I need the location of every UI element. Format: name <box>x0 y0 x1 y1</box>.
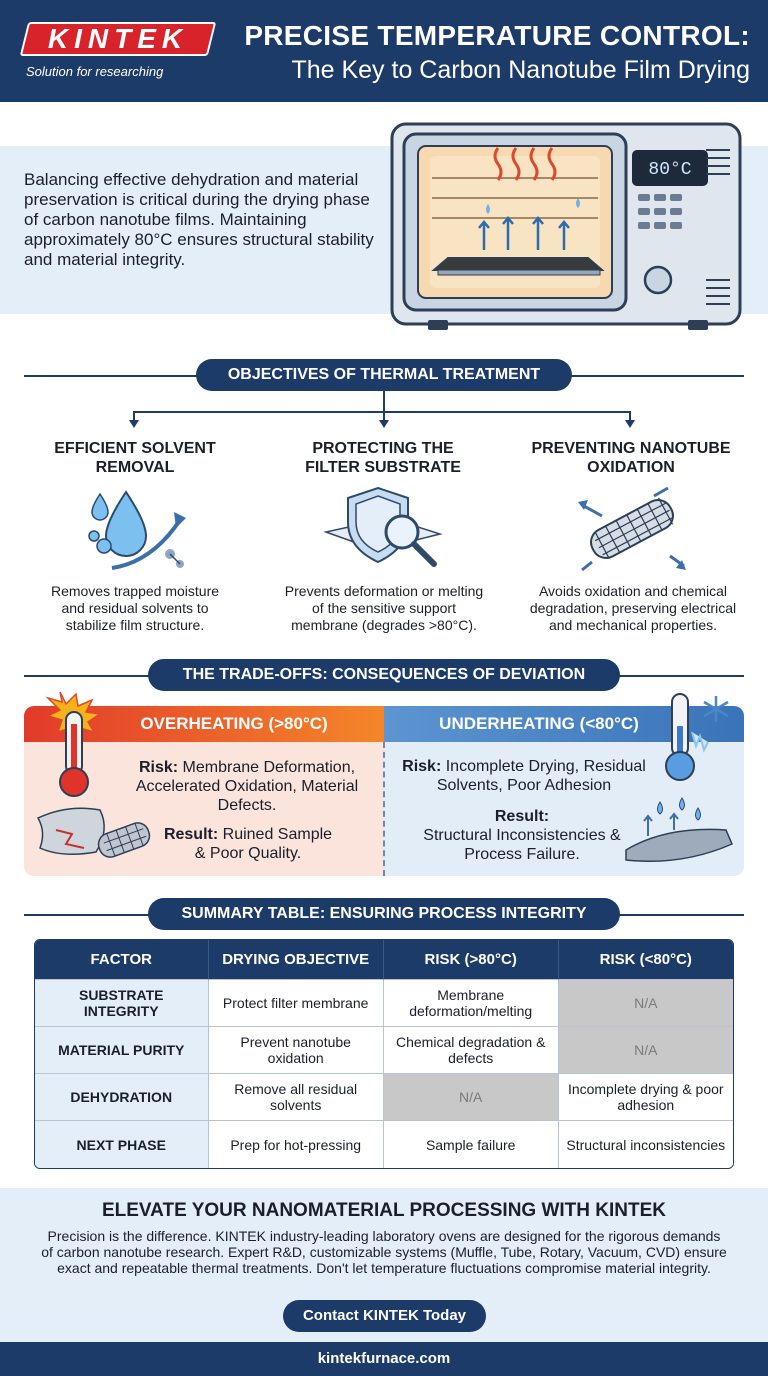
underheating-title: UNDERHEATING (<80°C) <box>439 714 639 733</box>
table-cell: Protect filter membrane <box>209 980 384 1027</box>
footer-url[interactable]: kintekfurnace.com <box>0 1342 768 1376</box>
logo-text: KINTEK <box>47 23 189 54</box>
table-cell: MATERIAL PURITY <box>35 1027 209 1074</box>
column-header: RISK (>80°C) <box>384 940 559 980</box>
table-cell: SUBSTRATE INTEGRITY <box>35 980 209 1027</box>
table-row <box>35 1074 733 1121</box>
column-header: DRYING OBJECTIVE <box>209 940 384 980</box>
table-cell: N/A <box>384 1074 559 1121</box>
underheating-result: Result: Structural Inconsistencies & Process Failure. <box>423 808 621 863</box>
table-cell: N/A <box>559 980 733 1027</box>
water-droplets-icon <box>82 484 192 574</box>
intro-text: Balancing effective dehydration and material preservation is critical during the drying phase of carbon nanotube films. Maintaining approximately 80°C ensures structural stability and material integrity. <box>24 170 374 269</box>
objective-desc-solvent: Removes trapped moisture and residual solvents to stabilize film structure. <box>50 583 220 633</box>
hot-thermometer-icon <box>36 690 116 800</box>
column-header: FACTOR <box>35 940 209 980</box>
table-cell: Chemical degradation & defects <box>384 1027 559 1074</box>
oven-illustration <box>388 120 744 332</box>
tradeoffs-heading: THE TRADE-OFFS: CONSEQUENCES OF DEVIATION <box>148 659 620 691</box>
objectives-connector <box>120 390 650 430</box>
summary-heading: SUMMARY TABLE: ENSURING PROCESS INTEGRITY <box>148 898 620 930</box>
summary-table <box>34 939 734 1169</box>
table-cell: DEHYDRATION <box>35 1074 209 1121</box>
cold-thermometer-icon <box>662 688 742 792</box>
column-header: RISK (<80°C) <box>559 940 733 980</box>
nanotube-icon <box>574 484 690 574</box>
objective-title-substrate: PROTECTING THE FILTER SUBSTRATE <box>305 440 461 476</box>
table-cell: Structural inconsistencies <box>559 1121 733 1168</box>
cta-text: Precision is the difference. KINTEK industry-leading laboratory ovens are designed for the rigorous demands of carbon nanotube research. Expert R&D, customizable systems (Muffle, Tube, Rotary, Vacuum, CVD) ensure exact and repeatable thermal treatments. Don't let temperature fluctuations compromise material integrity. <box>41 1228 727 1276</box>
dashed-divider <box>383 742 385 876</box>
table-row <box>35 980 733 1027</box>
contact-button[interactable]: Contact KINTEK Today <box>283 1300 486 1332</box>
page-subtitle: The Key to Carbon Nanotube Film Drying <box>291 56 750 84</box>
table-row <box>35 1121 733 1168</box>
objective-desc-oxidation: Avoids oxidation and chemical degradation, preserving electrical and mechanical properties. <box>529 583 737 633</box>
underheating-risk: Risk: Incomplete Drying, Residual Solvents, Poor Adhesion <box>402 758 646 794</box>
table-cell: NEXT PHASE <box>35 1121 209 1168</box>
objective-title-oxidation: PREVENTING NANOTUBE OXIDATION <box>531 440 731 476</box>
page-title: PRECISE TEMPERATURE CONTROL: <box>244 20 750 51</box>
objective-title-solvent: EFFICIENT SOLVENT REMOVAL <box>54 440 216 476</box>
objective-desc-substrate: Prevents deformation or melting of the sensitive support membrane (degrades >80°C). <box>284 583 484 633</box>
table-header-row <box>35 940 733 980</box>
shield-magnifier-icon <box>320 484 448 574</box>
table-cell: Prep for hot-pressing <box>209 1121 384 1168</box>
table-cell: N/A <box>559 1027 733 1074</box>
cta-title: ELEVATE YOUR NANOMATERIAL PROCESSING WITH KINTEK <box>101 1200 667 1221</box>
table-cell: Prevent nanotube oxidation <box>209 1027 384 1074</box>
table-cell: Membrane deformation/melting <box>384 980 559 1027</box>
overheating-title: OVERHEATING (>80°C) <box>140 714 328 733</box>
logo-tagline: Solution for researching <box>26 64 164 79</box>
overheating-result: Result: Ruined Sample & Poor Quality. <box>163 826 333 862</box>
table-cell: Incomplete drying & poor adhesion <box>559 1074 733 1121</box>
table-cell: Sample failure <box>384 1121 559 1168</box>
svg-text:80°C: 80°C <box>648 160 692 180</box>
table-cell: Remove all residual solvents <box>209 1074 384 1121</box>
table-row <box>35 1027 733 1074</box>
overheating-risk: Risk: Membrane Deformation, Accelerated Oxidation, Material Defects. <box>135 759 359 814</box>
wet-membrane-icon <box>620 796 738 866</box>
objectives-heading: OBJECTIVES OF THERMAL TREATMENT <box>196 359 572 391</box>
